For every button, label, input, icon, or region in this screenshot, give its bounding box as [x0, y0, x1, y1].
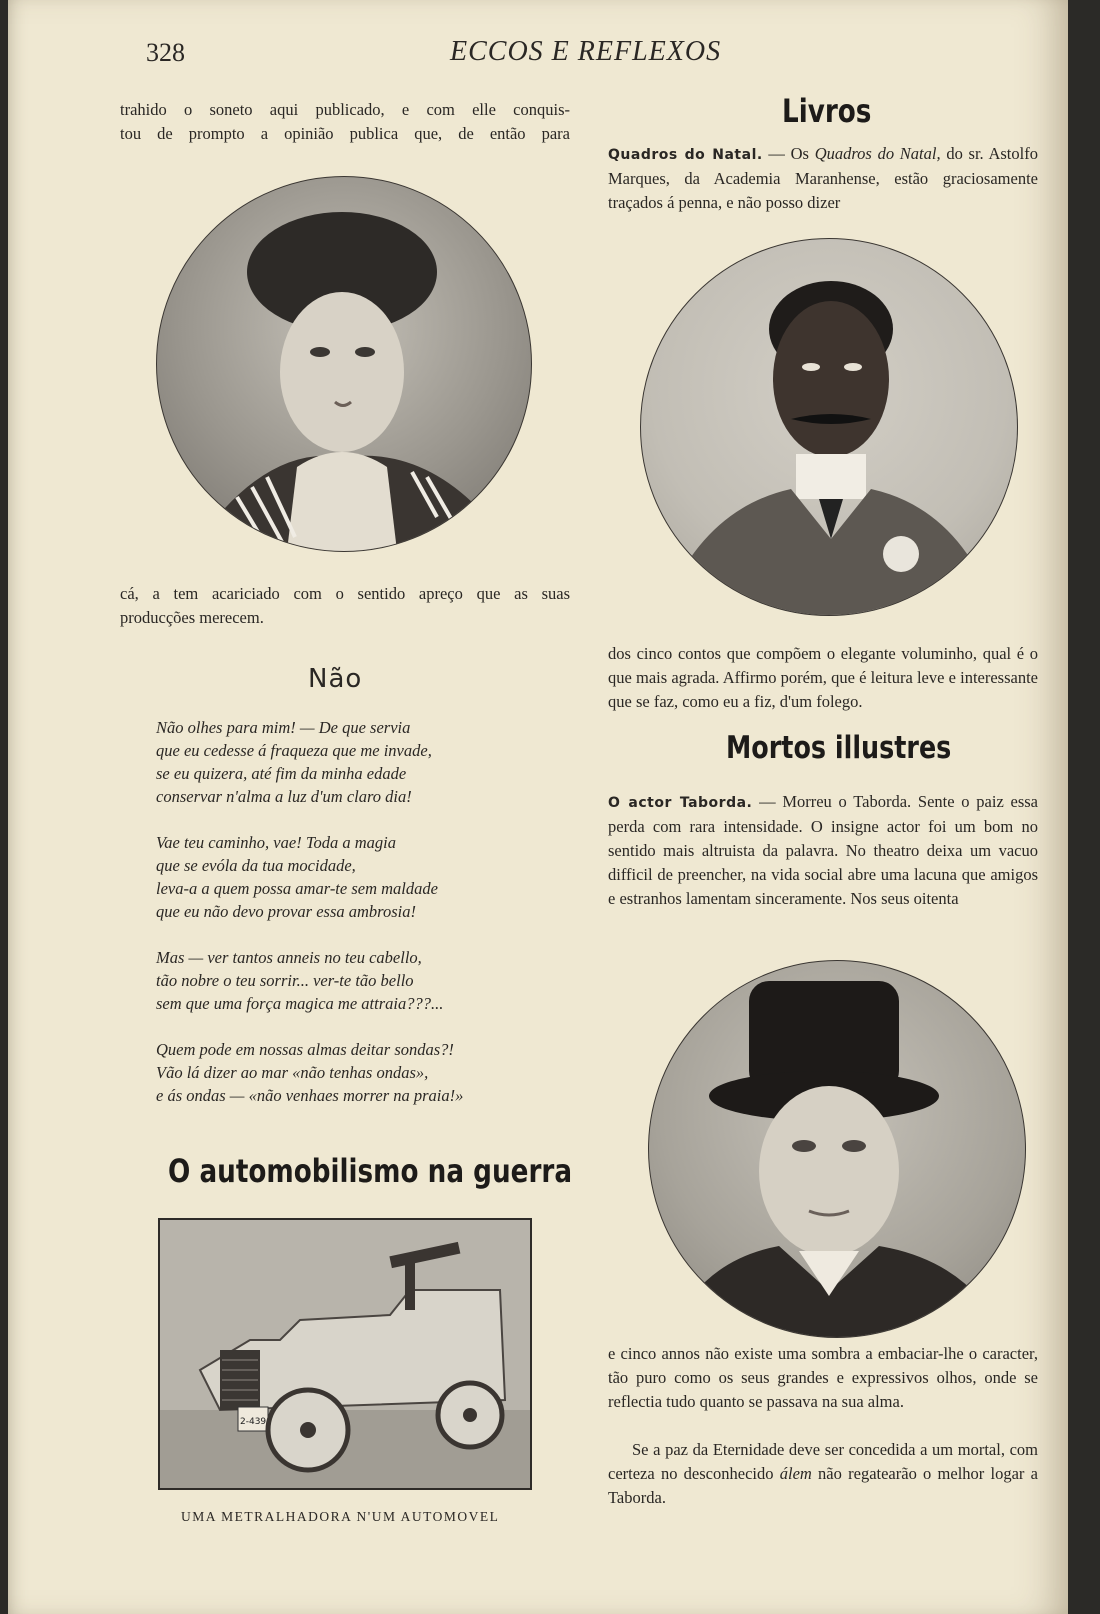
livros-paragraph — [608, 142, 1038, 215]
poem-body — [156, 716, 566, 1130]
mortos-continued: e cinco annos não existe uma sombra a embaciar-lhe o caracter, tão puro como os seus grandes e expressivos olhos, onde se reflectia tudo quanto se passava na sua alma. — [608, 1344, 1038, 1411]
magazine-page — [8, 0, 1068, 1614]
poem-stanza — [156, 946, 566, 1015]
continued-line: producções merecem. — [120, 608, 264, 627]
mortos-heading: Mortos illustres — [726, 730, 952, 766]
mortos-final-italic: álem — [779, 1464, 812, 1483]
page-number: 328 — [146, 38, 185, 67]
car-plate: 2-439 — [240, 1417, 267, 1427]
portrait-woman-illustration — [157, 177, 531, 551]
poem-line: Vae teu caminho, vae! Toda a magia — [156, 833, 396, 852]
poem-stanza — [156, 831, 566, 923]
livros-lead: Quadros do Natal. — [608, 147, 763, 163]
continued-paragraph — [120, 582, 570, 630]
mortos-lead: O actor Taborda. — [608, 795, 753, 811]
poem-line: Vão lá dizer ao mar «não tenhas ondas», — [156, 1063, 429, 1082]
poem-line: tão nobre o teu sorrir... ver-te tão bello — [156, 971, 414, 990]
poem-line: Quem pode em nossas almas deitar sondas?! — [156, 1040, 454, 1059]
livros-book-title: Quadros do Natal, — [814, 144, 941, 163]
mortos-final-paragraph — [608, 1438, 1038, 1510]
poem-line: que eu não devo provar essa ambrosia! — [156, 902, 416, 921]
mortos-text: — Morreu o Taborda. Sente o paiz essa perda com rara intensidade. O insigne actor foi um bom no sentido mais altruista da palavra. No theatro deixa um vacuo difficil de preencher, na vida social abre uma lacuna que amigos e estranhos lamentam sinceramente. Nos seus oitenta — [608, 792, 1038, 908]
continued-line: cá, a tem acariciado com o sentido apreço que as suas — [120, 584, 570, 603]
portrait-astolfo-illustration — [641, 239, 1017, 615]
livros-heading: Livros — [782, 92, 872, 130]
poem-title: Não — [308, 664, 363, 694]
poem-line: Não olhes para mim! — De que servia — [156, 718, 411, 737]
running-title: ECCOS E REFLEXOS — [450, 36, 722, 67]
poem-line: e ás ondas — «não venhaes morrer na praia!» — [156, 1086, 464, 1105]
portrait-taborda-illustration — [649, 961, 1025, 1337]
poem-stanza — [156, 716, 566, 808]
poem-line: Mas — ver tantos anneis no teu cabello, — [156, 948, 422, 967]
poem-stanza — [156, 1038, 566, 1107]
intro-paragraph — [120, 98, 570, 146]
livros-text: do sr. Astolfo Marques, da Academia Maranhense, estão graciosamente traçados á penna, e não posso dizer — [608, 144, 1038, 212]
poem-line: leva-a a quem possa amar-te sem maldade — [156, 879, 438, 898]
poem-line: conservar n'alma a luz d'um claro dia! — [156, 787, 412, 806]
portrait-woman-photo — [156, 176, 532, 552]
mortos-final-text: Se a paz da Eternidade deve ser concedida a um mortal, com certeza no desconhecido — [608, 1440, 1038, 1483]
mortos-final-text: não regatearão o melhor logar a Taborda. — [608, 1464, 1038, 1507]
car-illustration — [160, 1220, 530, 1488]
poem-line: que se evóla da tua mocidade, — [156, 856, 356, 875]
portrait-taborda-photo — [648, 960, 1026, 1338]
intro-line: trahido o soneto aqui publicado, e com elle conquis- — [120, 100, 570, 119]
livros-continued: dos cinco contos que compõem o elegante voluminho, qual é o que mais agrada. Affirmo porém, que é leitura leve e interessante que se faz, como eu a fiz, d'um folego. — [608, 644, 1038, 711]
car-photo — [158, 1218, 532, 1490]
livros-text: — Os — [762, 144, 815, 163]
portrait-astolfo-photo — [640, 238, 1018, 616]
poem-line: se eu quizera, até fim da minha edade — [156, 764, 407, 783]
intro-line: tou de prompto a opinião publica que, de então para — [120, 124, 570, 143]
poem-line: sem que uma força magica me attraia???... — [156, 994, 444, 1013]
car-caption: UMA METRALHADORA N'UM AUTOMOVEL — [181, 1509, 500, 1524]
mortos-paragraph — [608, 790, 1038, 911]
poem-line: que eu cedesse á fraqueza que me invade, — [156, 741, 432, 760]
auto-heading: O automobilismo na guerra — [168, 1152, 573, 1190]
